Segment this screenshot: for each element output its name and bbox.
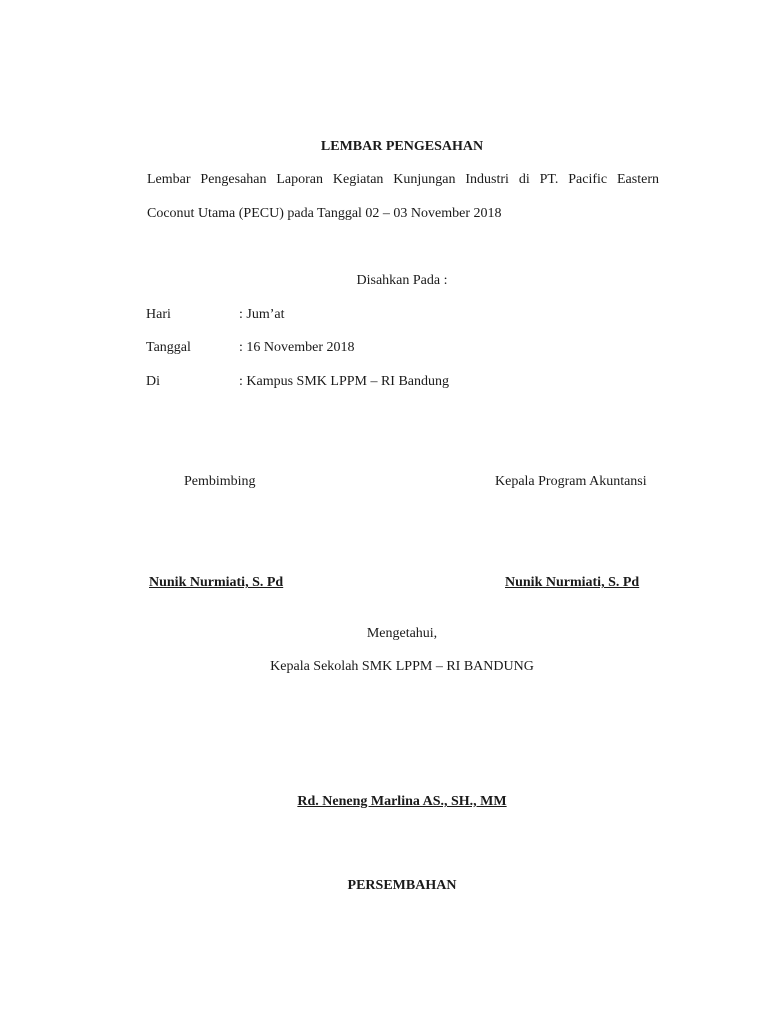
- intro-line-1: Lembar Pengesahan Laporan Kegiatan Kunjungan Industri di PT. Pacific Eastern: [147, 172, 659, 187]
- acknowledged-label: Mengetahui,: [366, 626, 438, 641]
- field-value: : Jum’at: [239, 307, 285, 322]
- document-title: LEMBAR PENGESAHAN: [320, 139, 484, 154]
- right-signatory-role: Kepala Program Akuntansi: [495, 474, 647, 489]
- field-label: Hari: [146, 307, 171, 322]
- principal-name: Rd. Neneng Marlina AS., SH., MM: [297, 794, 507, 809]
- left-signatory-role: Pembimbing: [184, 474, 256, 489]
- principal-role: Kepala Sekolah SMK LPPM – RI BANDUNG: [270, 659, 534, 674]
- next-section-title: PERSEMBAHAN: [347, 878, 457, 893]
- approved-on-label: Disahkan Pada :: [356, 273, 448, 288]
- field-value: : Kampus SMK LPPM – RI Bandung: [239, 374, 450, 389]
- field-label: Di: [146, 374, 160, 389]
- intro-line-2: Coconut Utama (PECU) pada Tanggal 02 – 03 November 2018: [147, 206, 502, 221]
- right-signatory-name: Nunik Nurmiati, S. Pd: [505, 575, 640, 590]
- left-signatory-name: Nunik Nurmiati, S. Pd: [149, 575, 284, 590]
- field-label: Tanggal: [146, 340, 191, 355]
- field-value: : 16 November 2018: [239, 340, 355, 355]
